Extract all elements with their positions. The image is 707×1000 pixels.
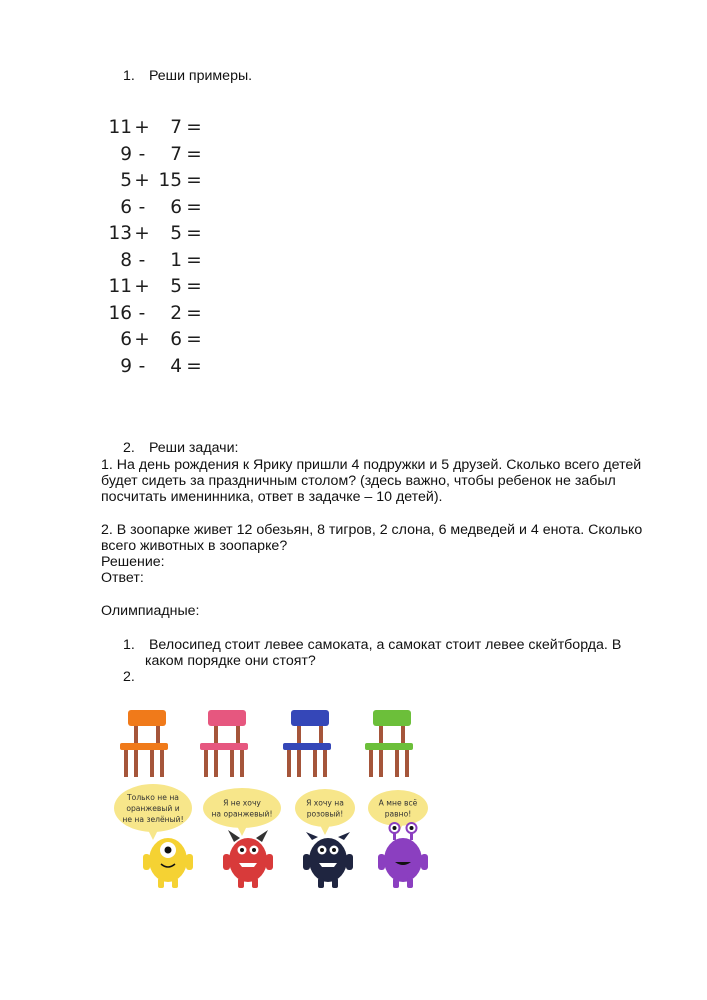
chairs-monsters-illustration xyxy=(108,700,438,890)
bubble-text: оранжевый и xyxy=(126,804,180,813)
bubble-text: розовый! xyxy=(306,809,344,819)
math-row xyxy=(104,197,214,223)
operand-a: 5 xyxy=(120,170,132,191)
operand-a: 6 xyxy=(120,329,132,350)
operand-a: 11 xyxy=(108,276,132,297)
bubble-tail xyxy=(236,824,248,836)
chair-post xyxy=(134,726,138,744)
chair-post xyxy=(214,726,218,744)
solution-label: Решение: xyxy=(101,554,165,570)
operator: - xyxy=(138,143,146,165)
monster-body xyxy=(229,838,267,882)
chair-leg xyxy=(405,750,409,777)
operand-b: 1 xyxy=(170,249,182,271)
monster-arm xyxy=(378,854,385,870)
chair-leg xyxy=(150,750,154,777)
speech-bubble xyxy=(203,788,281,836)
bubble-tail xyxy=(147,828,159,840)
chairs-group xyxy=(120,710,413,777)
operator: - xyxy=(138,302,146,324)
chair-post xyxy=(379,726,383,744)
chair-leg xyxy=(204,750,208,777)
monster-leg xyxy=(318,878,324,888)
chair-leg xyxy=(134,750,138,777)
problem1-line-1: 1. На день рождения к Ярику пришли 4 подружки и 5 друзей. Сколько всего детей xyxy=(101,457,642,473)
chair-seat xyxy=(365,743,413,750)
operator: - xyxy=(138,355,146,377)
equals-sign: = xyxy=(186,223,202,244)
monster-arm xyxy=(421,854,428,870)
answer-label: Ответ: xyxy=(101,570,144,586)
monster xyxy=(303,832,353,888)
equals-sign: = xyxy=(186,143,202,165)
monster-pupil xyxy=(320,848,324,852)
task2-number: 2. xyxy=(123,440,135,456)
monster xyxy=(378,823,428,888)
chair-back xyxy=(291,710,329,726)
math-row xyxy=(104,276,214,302)
chair-back xyxy=(208,710,246,726)
bubble-text: равно! xyxy=(384,809,412,819)
olympiad-item1-number: 1. xyxy=(123,637,135,653)
operand-b: 7 xyxy=(170,117,182,138)
math-row xyxy=(104,329,214,355)
operator: - xyxy=(138,196,146,218)
monster-arm xyxy=(303,854,310,870)
equals-sign: = xyxy=(186,302,202,324)
operand-a: 13 xyxy=(108,223,132,244)
operator: + xyxy=(134,170,150,191)
monster-pupil xyxy=(252,848,256,852)
monster xyxy=(223,830,273,888)
monster-horn xyxy=(228,830,240,842)
monster-arm xyxy=(266,854,273,870)
operand-b: 2 xyxy=(170,302,182,324)
chair-seat xyxy=(283,743,331,750)
equals-sign: = xyxy=(186,117,202,138)
task1-heading-line xyxy=(123,68,252,85)
monster-ear xyxy=(338,832,350,840)
bubble-shape xyxy=(203,788,281,828)
task2-heading-line xyxy=(123,440,238,457)
chair-leg xyxy=(160,750,164,777)
monster-pupil xyxy=(393,826,397,830)
chair-post xyxy=(297,726,301,744)
monster-arm xyxy=(186,854,193,870)
monster-leg xyxy=(407,878,413,888)
operand-a: 9 xyxy=(120,355,132,377)
monster xyxy=(143,838,193,888)
bubble-text: не на зелёный! xyxy=(122,815,184,824)
operator: - xyxy=(138,249,146,271)
operator: + xyxy=(134,117,150,138)
math-row xyxy=(104,144,214,170)
bubble-tail xyxy=(319,823,331,835)
task1-number: 1. xyxy=(123,68,135,84)
monster-mouth xyxy=(319,863,337,867)
bubble-shape xyxy=(295,789,355,827)
monster-pupil xyxy=(240,848,244,852)
task1-heading: Реши примеры. xyxy=(148,68,253,84)
monster-arm xyxy=(223,854,230,870)
equals-sign: = xyxy=(186,170,202,191)
speech-bubble xyxy=(114,784,192,840)
task2-heading: Реши задачи: xyxy=(148,440,239,456)
olympiad-heading: Олимпиадные: xyxy=(101,603,200,619)
chair-post xyxy=(319,726,323,744)
equals-sign: = xyxy=(186,276,202,297)
math-row xyxy=(104,356,214,382)
chair-leg xyxy=(124,750,128,777)
monster-body xyxy=(384,838,422,882)
chair-leg xyxy=(379,750,383,777)
bubble-text: А мне всё xyxy=(378,798,418,808)
chair-leg xyxy=(323,750,327,777)
chair-back xyxy=(373,710,411,726)
equals-sign: = xyxy=(186,249,202,271)
operand-b: 6 xyxy=(170,329,182,350)
bubble-text: на оранжевый! xyxy=(211,809,273,819)
chair-seat xyxy=(120,743,168,750)
equals-sign: = xyxy=(186,329,202,350)
monster-leg xyxy=(332,878,338,888)
bubble-shape xyxy=(368,790,428,826)
chair-leg xyxy=(369,750,373,777)
bubble-text: Я хочу на xyxy=(306,798,344,808)
operand-b: 7 xyxy=(170,143,182,165)
olympiad-item1-text-1: Велосипед стоит левее самоката, а самокат стоит левее скейтборда. В xyxy=(148,637,622,653)
equals-sign: = xyxy=(186,355,202,377)
operator: + xyxy=(134,223,150,244)
monster-ear xyxy=(306,832,318,840)
olympiad-item2-number: 2. xyxy=(123,669,135,685)
operand-b: 5 xyxy=(170,276,182,297)
speech-bubble xyxy=(295,789,355,835)
chair xyxy=(283,710,331,777)
math-row xyxy=(104,250,214,276)
monster-pupil xyxy=(410,826,414,830)
operand-a: 6 xyxy=(120,196,132,218)
monster-mouth xyxy=(239,863,257,867)
chair-post xyxy=(156,726,160,744)
chair xyxy=(120,710,168,777)
equals-sign: = xyxy=(186,196,202,218)
operand-b: 5 xyxy=(170,223,182,244)
monster-horn xyxy=(256,830,268,842)
chair-leg xyxy=(297,750,301,777)
operand-a: 9 xyxy=(120,143,132,165)
operand-a: 11 xyxy=(108,117,132,138)
monster-arm xyxy=(143,854,150,870)
bubble-text: Только не на xyxy=(127,793,179,802)
chair-leg xyxy=(230,750,234,777)
chair-leg xyxy=(240,750,244,777)
chair xyxy=(365,710,413,777)
operand-b: 15 xyxy=(158,170,182,191)
math-row xyxy=(104,223,214,249)
operand-a: 8 xyxy=(120,249,132,271)
operator: + xyxy=(134,329,150,350)
monster-pupil xyxy=(165,847,172,854)
operator: + xyxy=(134,276,150,297)
monsters-group xyxy=(143,823,428,888)
monster-leg xyxy=(158,878,164,888)
monster-arm xyxy=(346,854,353,870)
chair-leg xyxy=(214,750,218,777)
operand-a: 16 xyxy=(108,302,132,324)
chair-leg xyxy=(287,750,291,777)
speech-bubbles-group xyxy=(114,784,428,840)
monster-leg xyxy=(393,878,399,888)
olympiad-item2-line xyxy=(123,669,145,686)
olympiad-item1-line-2: каком порядке они стоят? xyxy=(145,653,316,669)
problem2-line-1: 2. В зоопарке живет 12 обезьян, 8 тигров, 2 слона, 6 медведей и 4 енота. Сколько xyxy=(101,522,643,538)
math-row xyxy=(104,170,214,196)
monster-leg xyxy=(172,878,178,888)
monster-leg xyxy=(238,878,244,888)
chair-back xyxy=(128,710,166,726)
bubble-text: Я не хочу xyxy=(223,798,261,808)
problem2-line-2: всего животных в зоопарке? xyxy=(101,538,288,554)
chair xyxy=(200,710,248,777)
problem1-line-3: посчитать именинника, ответ в задачке – 10 детей). xyxy=(101,489,443,505)
monster-body xyxy=(309,838,347,882)
chair-seat xyxy=(200,743,248,750)
chair-post xyxy=(401,726,405,744)
operand-b: 6 xyxy=(170,196,182,218)
olympiad-item1-line-1 xyxy=(123,637,621,654)
operand-b: 4 xyxy=(170,355,182,377)
monster-pupil xyxy=(332,848,336,852)
math-row xyxy=(104,117,214,143)
monster-leg xyxy=(252,878,258,888)
chair-leg xyxy=(313,750,317,777)
chair-post xyxy=(236,726,240,744)
math-row xyxy=(104,303,214,329)
chair-leg xyxy=(395,750,399,777)
problem1-line-2: будет сидеть за праздничным столом? (здесь важно, чтобы ребенок не забыл xyxy=(101,473,616,489)
